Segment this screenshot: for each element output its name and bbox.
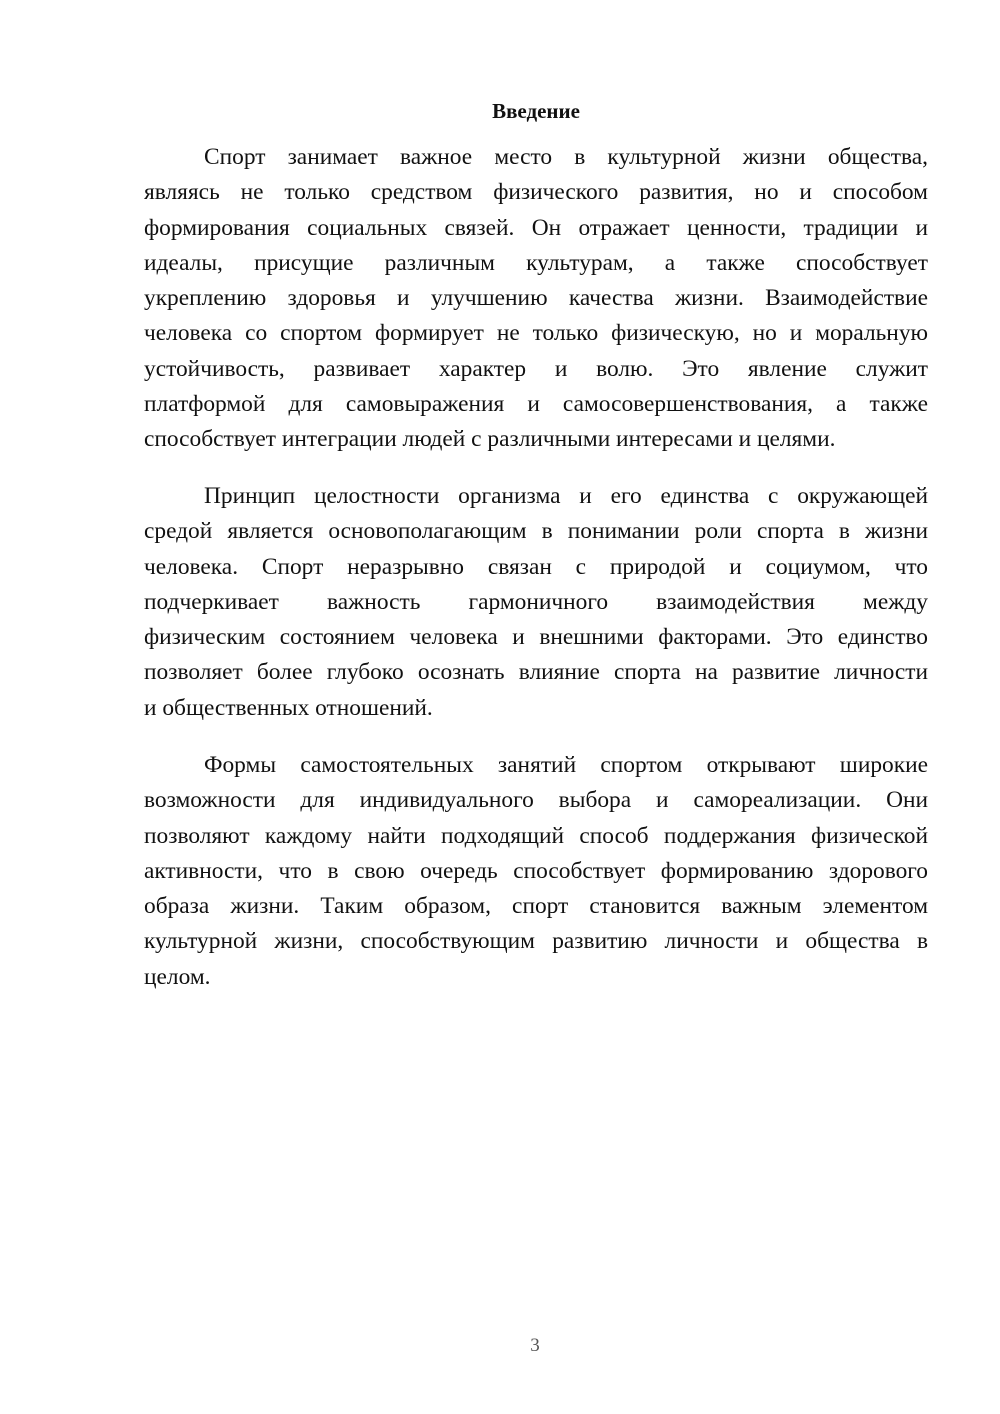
text-line: человека. Спорт неразрывно связан с природой и социумом, что <box>144 553 928 580</box>
text-line: активности, что в свою очередь способствует формированию здорового <box>144 857 928 884</box>
text-line: целом. <box>144 963 211 990</box>
text-line: платформой для самовыражения и самосовершенствования, а также <box>144 391 928 418</box>
text-line: подчеркивает важность гармоничного взаимодействия между <box>144 588 928 615</box>
text-line: человека со спортом формирует не только физическую, но и моральную <box>144 320 928 347</box>
text-line: и общественных отношений. <box>144 694 433 721</box>
text-line: образа жизни. Таким образом, спорт становится важным элементом <box>144 893 928 920</box>
text-line: Спорт занимает важное место в культурной жизни общества, <box>204 144 928 170</box>
text-line: позволяют каждому найти подходящий способ поддержания физической <box>144 822 928 849</box>
text-line: формирования социальных связей. Он отражает ценности, традиции и <box>144 214 928 241</box>
paragraph-3 <box>144 748 928 995</box>
paragraph-1 <box>144 140 928 458</box>
text-line: позволяет более глубоко осознать влияние спорта на развитие личности <box>144 659 928 686</box>
text-line: физическим состоянием человека и внешними факторами. Это единство <box>144 624 928 651</box>
text-line: идеалы, присущие различным культурам, а также способствует <box>144 249 928 276</box>
text-line: средой является основополагающим в понимании роли спорта в жизни <box>144 518 928 545</box>
text-line: укреплению здоровья и улучшению качества жизни. Взаимодействие <box>144 285 928 312</box>
text-line: возможности для индивидуального выбора и самореализации. Они <box>144 787 928 814</box>
section-heading: Введение <box>492 99 580 123</box>
text-line: являясь не только средством физического развития, но и способом <box>144 179 928 206</box>
text-line: культурной жизни, способствующим развитию личности и общества в <box>144 928 928 955</box>
text-line: Формы самостоятельных занятий спортом открывают широкие <box>204 752 928 778</box>
page-number: 3 <box>530 1335 540 1356</box>
text-line: Принцип целостности организма и его единства с окружающей <box>204 483 928 509</box>
text-line: способствует интеграции людей с различными интересами и целями. <box>144 426 836 453</box>
paragraph-2 <box>144 479 928 726</box>
text-line: устойчивость, развивает характер и волю. Это явление служит <box>144 355 928 382</box>
